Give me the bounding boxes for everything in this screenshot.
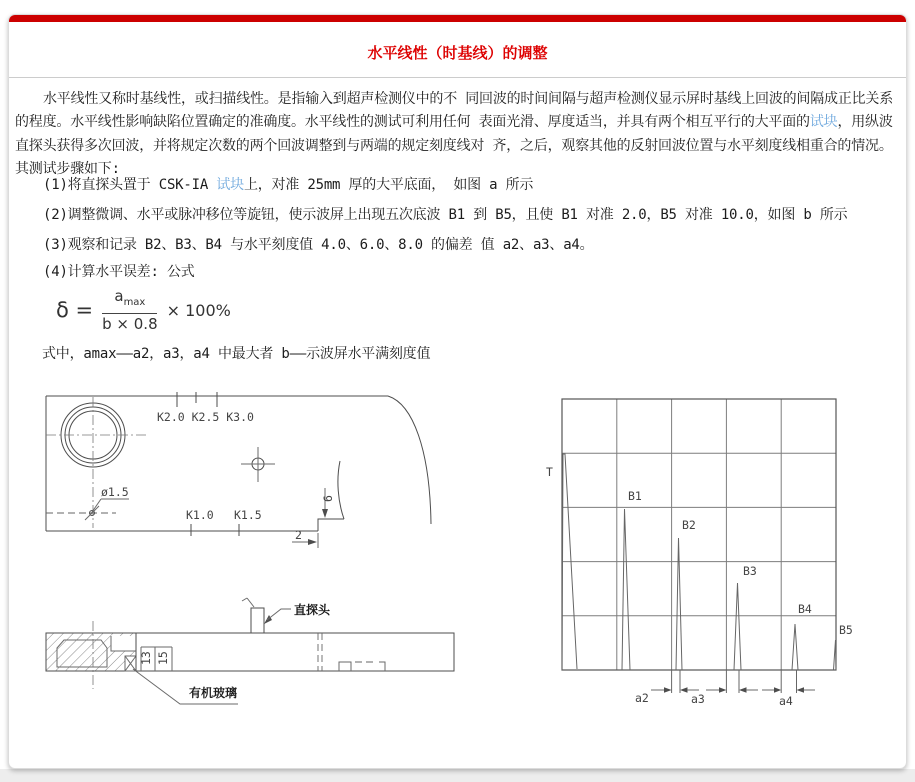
organic-glass-label: 有机玻璃 bbox=[189, 686, 238, 700]
dim-13-label: 13 bbox=[139, 651, 153, 665]
title-divider bbox=[9, 77, 906, 78]
intro-text-1: 水平线性又称时基线性，或扫描线性。是指输入到超声检测仪中的不 同回波的时间间隔与超声检测仪显示屏时基线上回波的间隔成正比关系的程度。水平线性影响缺陷位置确定的准确度。水平线性的测试可利用任何 表面光滑、厚度适当，并具有两个相互平行的大平面的 bbox=[15, 91, 894, 131]
b4-label: B4 bbox=[798, 602, 812, 616]
echo-pulses bbox=[562, 454, 836, 693]
dim-6-label: 6 bbox=[321, 495, 335, 502]
depth-dims bbox=[139, 647, 172, 671]
a2-label: a2 bbox=[635, 691, 649, 705]
k10-label: K1.0 bbox=[186, 508, 214, 522]
formula-denominator: b × 0.8 bbox=[102, 315, 158, 333]
formula-delta: δ = bbox=[56, 298, 94, 322]
intro-text-2: ，用纵波直探头获得多次回波，并将规定次数的两个回波调整到与两端的规定刻度线对 齐，之后，观察其他的反射回波位置与水平刻度线相重合的情况。其测试步骤如下: bbox=[15, 114, 893, 178]
large-hole bbox=[46, 397, 149, 528]
notch-cut bbox=[111, 636, 136, 651]
straight-probe bbox=[242, 598, 331, 633]
dim-15-label: 15 bbox=[156, 651, 170, 665]
formula-numerator-base: a bbox=[114, 287, 124, 305]
formula-numerator bbox=[102, 286, 157, 314]
k15-label: K1.5 bbox=[234, 508, 262, 522]
test-block-link-step1[interactable]: 试块 bbox=[216, 177, 244, 193]
deviation-dim-a3 bbox=[691, 687, 758, 706]
b1-label: B1 bbox=[628, 489, 642, 503]
a4-label: a4 bbox=[779, 694, 793, 708]
horizontal-error-formula bbox=[56, 286, 231, 334]
page-title: 水平线性（时基线）的调整 bbox=[367, 44, 548, 62]
top-accent-bar bbox=[9, 15, 906, 22]
arc-center-mark bbox=[241, 447, 275, 482]
b5-label: B5 bbox=[839, 623, 853, 637]
figure-a-test-block-side-view bbox=[41, 596, 465, 721]
glass-insert-crossed-square bbox=[125, 656, 136, 671]
step-2: (2)调整微调、水平或脉冲移位等旋钮，使示波屏上出现五次底波 B1 到 B5，且使 B1 对准 2.0，B5 对准 10.0，如图 b 所示 bbox=[43, 207, 848, 223]
k-angle-ticks-top bbox=[177, 392, 217, 407]
mid-break-lines bbox=[318, 633, 322, 671]
formula-fraction bbox=[102, 286, 157, 334]
formula-multiplier: × 100% bbox=[166, 300, 231, 320]
b3-label: B3 bbox=[743, 564, 757, 578]
hole-diameter-label: ø1.5 bbox=[101, 485, 129, 499]
probe-label: 直探头 bbox=[294, 603, 331, 617]
organic-glass-callout bbox=[133, 669, 238, 704]
small-hole-callout bbox=[46, 485, 129, 520]
deviation-dim-a4 bbox=[762, 687, 815, 708]
step-4: (4)计算水平误差: 公式 bbox=[43, 264, 195, 280]
formula-note: 式中，amax——a2，a3，a4 中最大者 b——示波屏水平满刻度值 bbox=[42, 346, 431, 362]
b2-label: B2 bbox=[682, 518, 696, 532]
t-pulse-label: T bbox=[546, 465, 553, 479]
test-block-link[interactable]: 试块 bbox=[809, 114, 838, 131]
deviation-dim-a2 bbox=[635, 687, 699, 705]
figure-a-test-block-top-view bbox=[41, 390, 439, 568]
step-dim-6 bbox=[321, 488, 335, 518]
step1-text-b: 上，对准 25mm 厚的大平底面， 如图 a 所示 bbox=[243, 177, 534, 193]
step-3: (3)观察和记录 B2、B3、B4 与水平刻度值 4.0、6.0、8.0 的偏差 值 a2、a3、a4。 bbox=[43, 237, 594, 253]
formula-numerator-sub: max bbox=[123, 297, 146, 308]
a3-label: a3 bbox=[691, 692, 705, 706]
dim-2-label: 2 bbox=[295, 528, 302, 542]
step1-text-a: (1)将直探头置于 CSK-IA bbox=[43, 177, 217, 193]
content-card bbox=[8, 14, 907, 769]
intro-paragraph bbox=[15, 88, 903, 182]
page-footer-strip bbox=[0, 769, 915, 782]
step-1 bbox=[43, 175, 533, 195]
k-angle-labels: K2.0 K2.5 K3.0 bbox=[157, 410, 254, 424]
figure-b-screen-display bbox=[541, 389, 913, 711]
